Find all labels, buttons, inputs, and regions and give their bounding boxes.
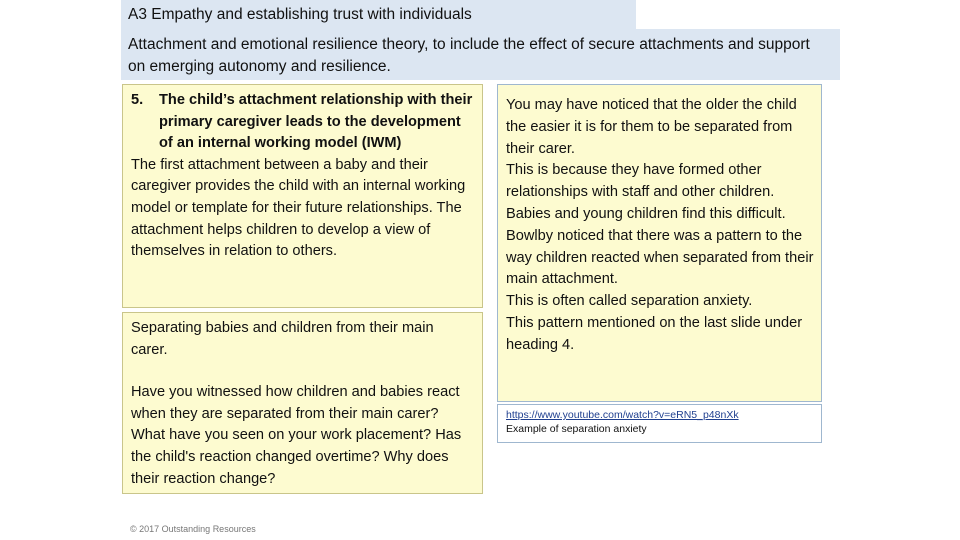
separation-explanation-box [497,84,822,402]
separating-heading: Separating babies and children from their main carer. [131,320,434,358]
video-link-box [497,404,822,443]
explanation-paragraph: Babies and young children find this difficult. [506,205,786,222]
slide-title-text: A3 Empathy and establishing trust with individuals [128,6,472,23]
attachment-heading-text: The child’s attachment relationship with their primary caregiver leads to the development of an internal working model (IWM) [159,92,473,152]
attachment-text-box [122,84,483,308]
explanation-paragraph: You may have noticed that the older the child the easier it is for them to be separated from their carer. [506,97,797,157]
attachment-body: The first attachment between a baby and their caregiver provides the child with an internal working model or template for their future relationships. The attachment helps children to develop a view of themselves in relation to others. [131,156,466,260]
explanation-paragraph: This is often called separation anxiety. [506,293,753,310]
heading-number: 5. [131,92,144,108]
explanation-paragraph: This pattern mentioned on the last slide under heading 4. [506,314,803,353]
slide-subtitle-text: Attachment and emotional resilience theory, to include the effect of secure attachments and support on emerging autonomy and resilience. [128,36,810,75]
explanation-paragraph: This is because they have formed other relationships with staff and other children. [506,162,775,201]
copyright-notice: © 2017 Outstanding Resources [130,524,256,534]
separating-question: Have you witnessed how children and babies react when they are separated from their main carer? What have you seen on your work placement? Has the child's reaction changed overtime? Why does their reaction change? [131,384,462,487]
slide-subtitle [121,29,840,80]
separating-text-box [122,312,483,494]
youtube-video-link[interactable]: https://www.youtube.com/watch?v=eRN5_p48nXk [506,409,739,421]
attachment-heading [131,90,474,155]
video-caption: Example of separation anxiety [506,423,647,435]
slide-title [121,0,636,29]
explanation-paragraph: Bowlby noticed that there was a pattern to the way children reacted when separated from their main attachment. [506,227,814,288]
